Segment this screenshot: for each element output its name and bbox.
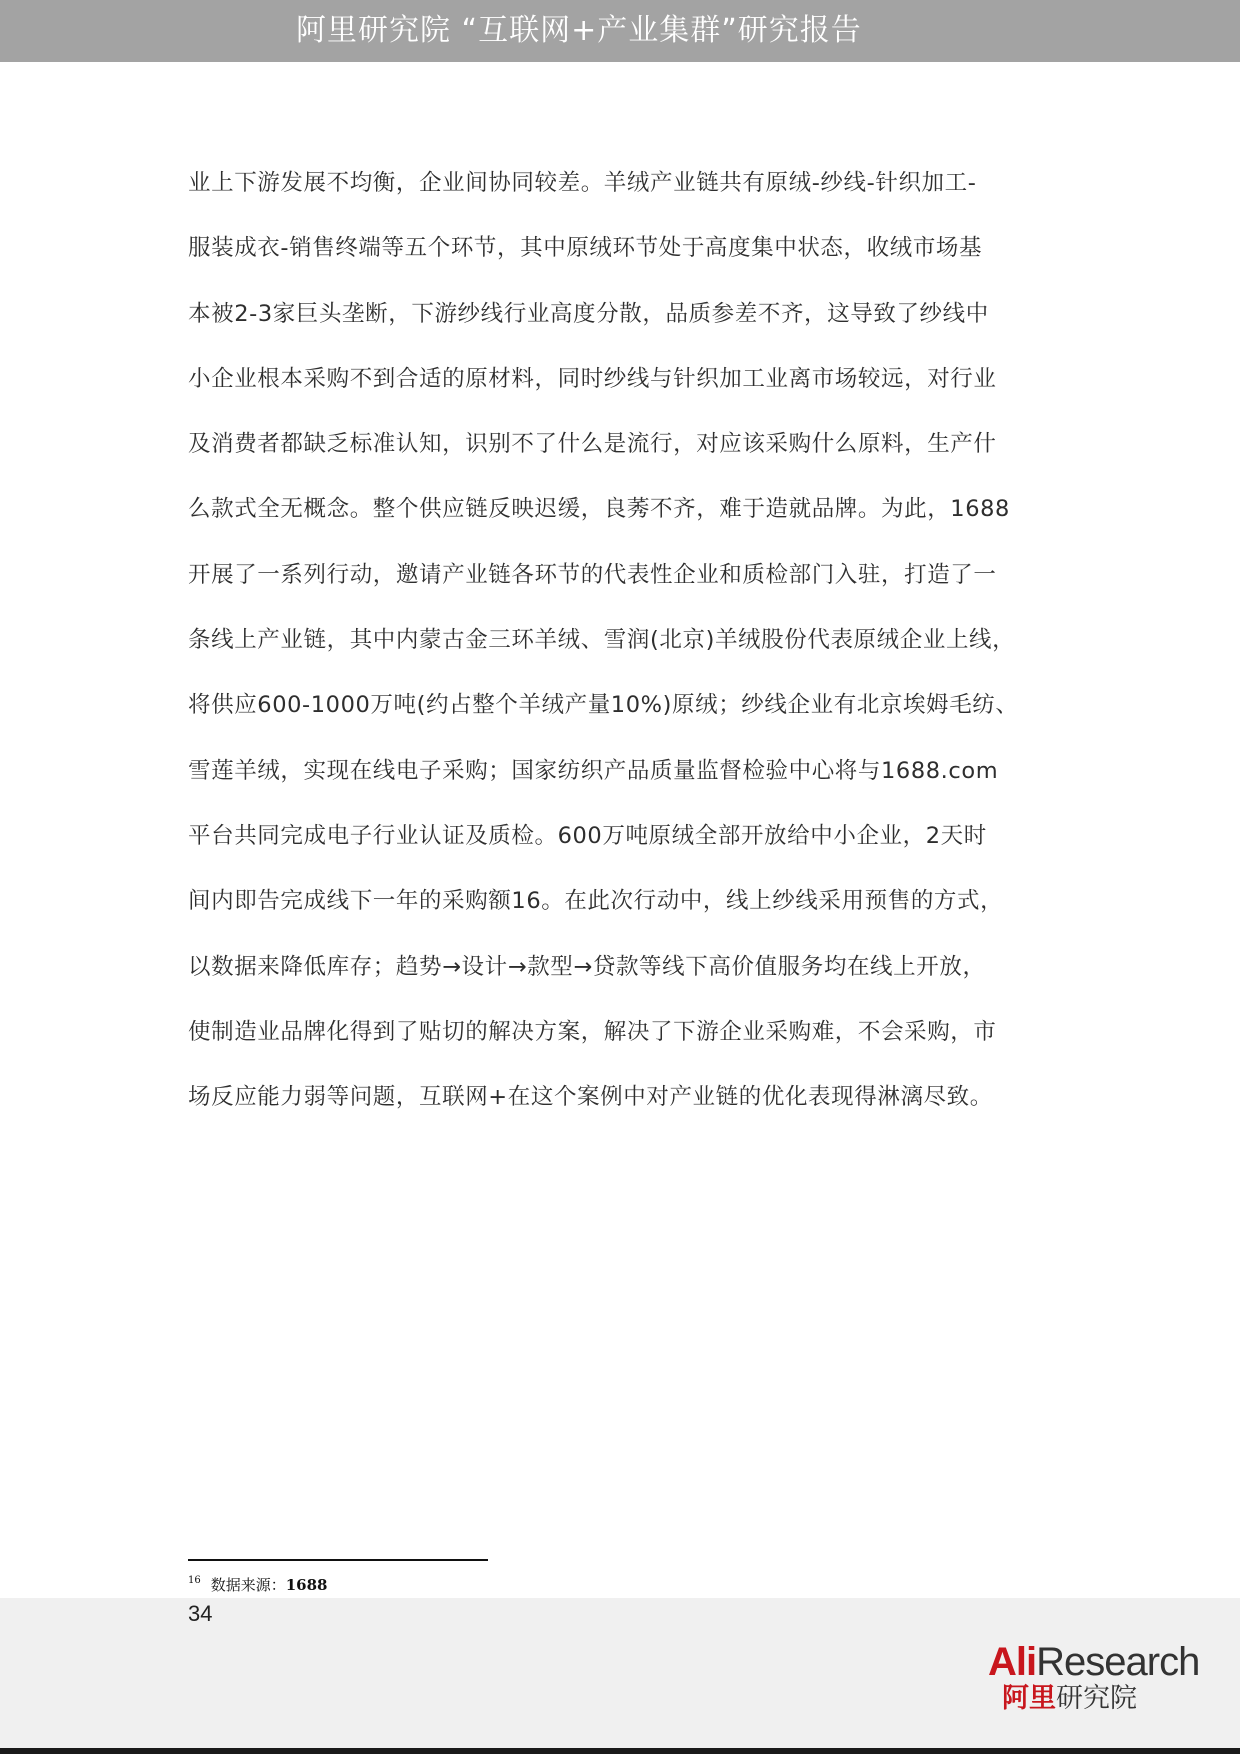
logo-chinese-name: [1002, 1682, 1137, 1716]
body-line: 雪莲羊绒，实现在线电子采购；国家纺织产品质量监督检验中心将与1688.com: [188, 757, 999, 784]
body-line: 场反应能力弱等问题，互联网+在这个案例中对产业链的优化表现得淋漓尽致。: [188, 1084, 993, 1111]
body-line: 间内即告完成线下一年的采购额16。在此次行动中，线上纱线采用预售的方式，: [188, 888, 1004, 915]
aliresearch-logo: [988, 1640, 1210, 1720]
body-line: 条线上产业链，其中内蒙古金三环羊绒、雪润(北京)羊绒股份代表原绒企业上线，: [188, 627, 1016, 654]
logo-ali-text: Ali: [988, 1640, 1037, 1684]
body-line: 业上下游发展不均衡，企业间协同较差。羊绒产业链共有原绒-纱线-针织加工-: [188, 170, 977, 196]
footnote-label: 数据来源：: [210, 1576, 286, 1594]
body-line: 以数据来降低库存；趋势→设计→款型→贷款等线下高价值服务均在线上开放，: [188, 953, 986, 980]
bottom-bar: [0, 1748, 1240, 1754]
body-line: 服装成衣-销售终端等五个环节，其中原绒环节处于高度集中状态，收绒市场基: [188, 235, 983, 262]
logo-research-text: Research: [1036, 1640, 1200, 1684]
body-line: 及消费者都缺乏标准认知，识别不了什么是流行，对应该采购什么原料，生产什: [188, 431, 997, 458]
body-line: 开展了一系列行动，邀请产业链各环节的代表性企业和质检部门入驻，打造了一: [188, 561, 997, 588]
report-title: 阿里研究院 “互联网+产业集群”研究报告: [296, 13, 862, 48]
body-paragraph: [188, 160, 1056, 1139]
body-line: 小企业根本采购不到合适的原材料，同时纱线与针织加工业离市场较远，对行业: [188, 365, 997, 392]
body-line: 本被2-3家巨头垄断，下游纱线行业高度分散，品质参差不齐，这导致了纱线中: [188, 300, 989, 327]
footnote-source: 1688: [285, 1576, 328, 1594]
page-number: 34: [188, 1601, 213, 1626]
logo-cn-red-text: 阿里: [1002, 1683, 1056, 1714]
header-bar: [0, 0, 1240, 62]
body-line: 将供应600-1000万吨(约占整个羊绒产量10%)原绒；纱线企业有北京埃姆毛纺、: [188, 692, 1019, 719]
body-line: 平台共同完成电子行业认证及质检。600万吨原绒全部开放给中小企业，2天时: [188, 822, 987, 849]
body-line: 么款式全无概念。整个供应链反映迟缓，良莠不齐，难于造就品牌。为此，1688: [188, 496, 1010, 523]
footnote-number: 16: [188, 1575, 201, 1586]
logo-wordmark: [988, 1640, 1199, 1684]
footnote: [188, 1571, 328, 1595]
logo-cn-dark-text: 研究院: [1056, 1683, 1137, 1714]
footnote-divider: [188, 1559, 488, 1561]
body-line: 使制造业品牌化得到了贴切的解决方案，解决了下游企业采购难，不会采购，市: [188, 1018, 997, 1045]
